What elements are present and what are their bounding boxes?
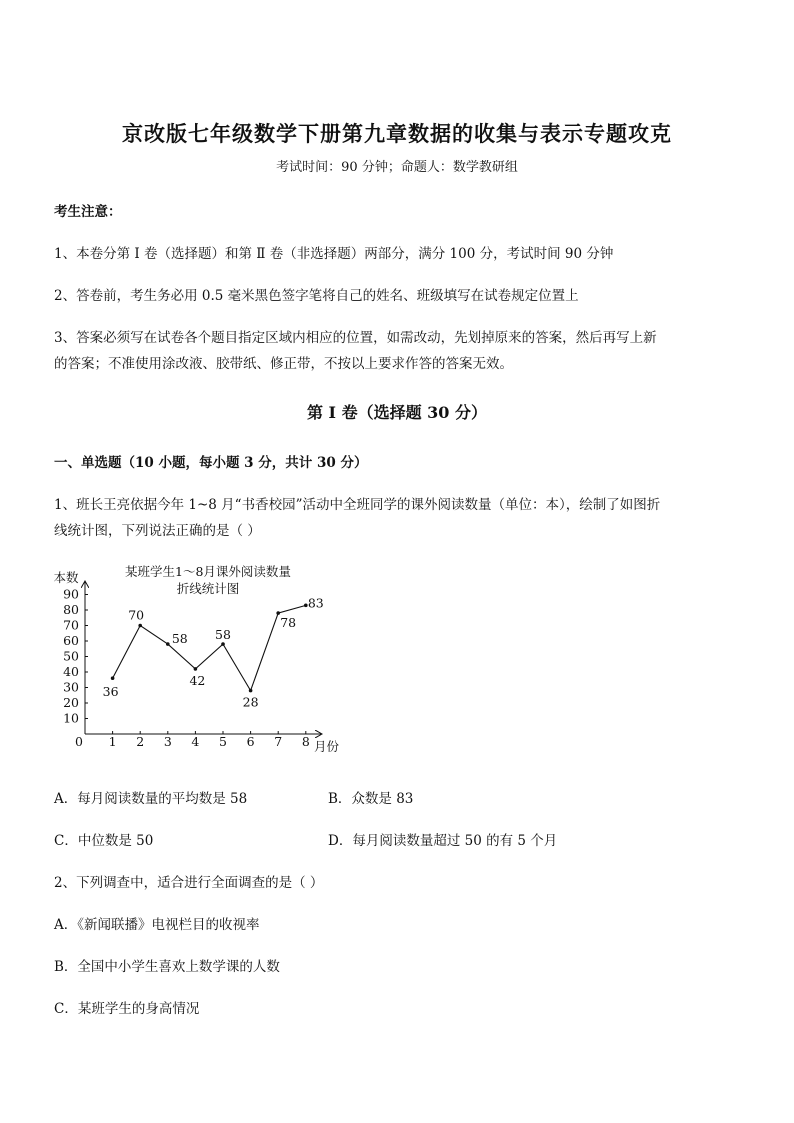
y-axis-label: 本数 <box>53 570 79 585</box>
x-tick-label: 4 <box>191 734 200 749</box>
data-label: 70 <box>128 607 145 623</box>
x-tick-label: 8 <box>301 734 310 749</box>
y-tick-label: 60 <box>63 633 79 648</box>
data-label: 83 <box>307 595 324 611</box>
q1-option-c[interactable]: C．中位数是 50 <box>54 833 154 849</box>
y-tick-label: 50 <box>63 648 79 664</box>
exam-info: 考试时间：90 分钟；命题人：数学教研组 <box>276 160 518 175</box>
chart-title-line-1: 某班学生1～8月课外阅读数量 <box>125 564 291 579</box>
x-tick-label: 7 <box>274 734 283 749</box>
question-1-line-1: 1、班长王亮依据今年 1~8 月“书香校园”活动中全班同学的课外阅读数量（单位：本），绘制了如图折 <box>54 497 661 513</box>
notice-heading: 考生注意： <box>54 204 122 220</box>
part-heading: 一、单选题（10 小题，每小题 3 分，共计 30 分） <box>54 455 368 471</box>
question-2: 2、下列调查中，适合进行全面调查的是（ ） <box>54 875 324 891</box>
y-tick-label: 70 <box>63 617 79 633</box>
notice-item-3-line-1: 3、答案必须写在试卷各个题目指定区域内相应的位置，如需改动，先划掉原来的答案，然后再写上新 <box>54 330 657 346</box>
chart-title-line-2: 折线统计图 <box>176 581 240 596</box>
q1-option-b[interactable]: B．众数是 83 <box>328 791 414 807</box>
x-tick-label: 2 <box>136 734 145 749</box>
y-tick-label: 90 <box>63 586 79 602</box>
y-tick-label: 80 <box>63 602 79 617</box>
notice-item-1: 1、本卷分第 Ⅰ 卷（选择题）和第 Ⅱ 卷（非选择题）两部分，满分 100 分，考试时间 90 分钟 <box>54 246 614 262</box>
q1-option-a[interactable]: A．每月阅读数量的平均数是 58 <box>54 791 248 807</box>
y-tick-label: 10 <box>63 710 79 726</box>
x-tick-label: 6 <box>246 734 255 749</box>
question-1-line-2: 线统计图，下列说法正确的是（ ） <box>54 523 261 539</box>
data-point <box>221 642 225 646</box>
data-point <box>166 642 170 646</box>
q2-option-c[interactable]: C．某班学生的身高情况 <box>54 1001 200 1017</box>
data-label: 58 <box>215 627 231 643</box>
x-tick-label: 5 <box>219 734 227 749</box>
q1-option-d[interactable]: D．每月阅读数量超过 50 的有 5 个月 <box>328 833 558 849</box>
x-tick-label: 0 <box>75 734 83 749</box>
data-point <box>111 676 115 680</box>
page-title: 京改版七年级数学下册第九章数据的收集与表示专题攻克 <box>122 121 672 146</box>
y-tick-label: 40 <box>63 664 79 679</box>
data-point <box>194 667 198 671</box>
q2-option-a[interactable]: A．《新闻联播》电视栏目的收视率 <box>54 917 260 933</box>
section-title: 第 I 卷（选择题 30 分） <box>306 403 488 422</box>
data-label: 36 <box>102 684 119 700</box>
data-label: 28 <box>242 694 259 710</box>
x-tick-label: 1 <box>108 734 117 749</box>
notice-item-3-line-2: 的答案；不准使用涂改液、胶带纸、修正带，不按以上要求作答的答案无效。 <box>54 356 513 372</box>
data-label: 78 <box>280 615 297 631</box>
x-axis-label: 月份 <box>314 739 340 754</box>
line-chart <box>48 556 368 756</box>
data-point <box>138 624 142 628</box>
data-label: 42 <box>189 672 206 688</box>
data-point <box>249 689 253 693</box>
q2-option-b[interactable]: B．全国中小学生喜欢上数学课的人数 <box>54 959 280 975</box>
y-tick-label: 20 <box>63 695 79 710</box>
y-tick-label: 30 <box>63 679 79 695</box>
data-label: 58 <box>171 631 188 647</box>
notice-item-2: 2、答卷前，考生务必用 0.5 毫米黑色签字笔将自己的姓名、班级填写在试卷规定位置上 <box>54 288 579 304</box>
x-tick-label: 3 <box>163 734 172 749</box>
